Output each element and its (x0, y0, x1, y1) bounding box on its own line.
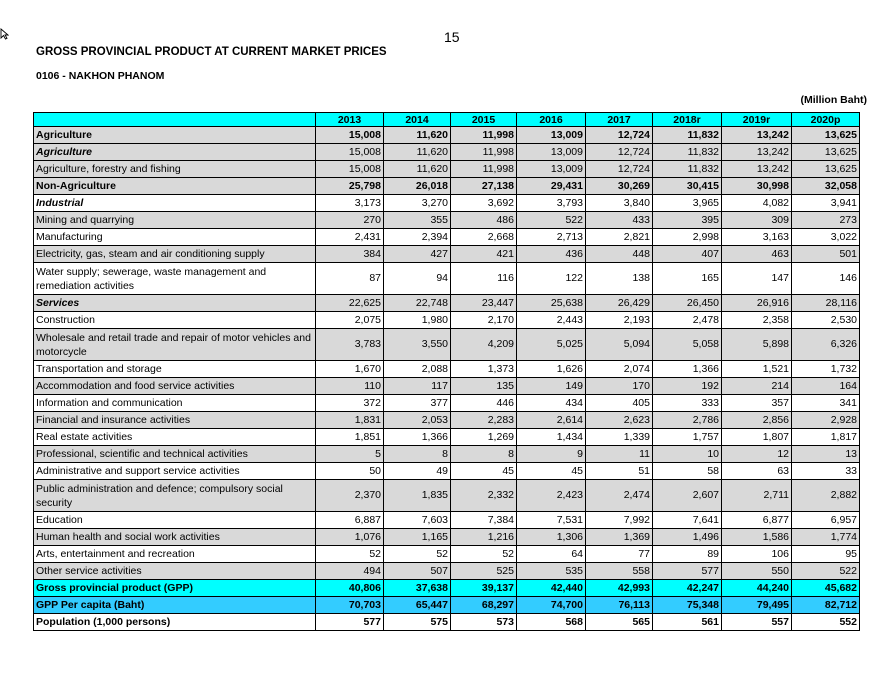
value-cell: 42,440 (517, 580, 586, 597)
value-cell: 13,242 (722, 127, 792, 144)
value-cell: 15,008 (316, 161, 384, 178)
value-cell: 7,992 (586, 512, 653, 529)
value-cell: 170 (586, 378, 653, 395)
value-cell: 395 (653, 212, 722, 229)
table-row (34, 529, 860, 546)
value-cell: 13,625 (792, 161, 860, 178)
value-cell: 5 (316, 446, 384, 463)
value-cell: 486 (451, 212, 517, 229)
row-label: Transportation and storage (34, 361, 316, 378)
row-label: Construction (34, 312, 316, 329)
value-cell: 11,998 (451, 127, 517, 144)
value-cell: 568 (517, 614, 586, 631)
value-cell: 1,373 (451, 361, 517, 378)
value-cell: 25,798 (316, 178, 384, 195)
row-label: Wholesale and retail trade and repair of motor vehicles and motorcycle (34, 329, 316, 361)
table-row (34, 429, 860, 446)
value-cell: 15,008 (316, 144, 384, 161)
value-cell: 550 (722, 563, 792, 580)
value-cell: 2,623 (586, 412, 653, 429)
value-cell: 407 (653, 246, 722, 263)
value-cell: 1,851 (316, 429, 384, 446)
value-cell: 9 (517, 446, 586, 463)
row-label: GPP Per capita (Baht) (34, 597, 316, 614)
value-cell: 6,957 (792, 512, 860, 529)
value-cell: 2,074 (586, 361, 653, 378)
value-cell: 4,082 (722, 195, 792, 212)
value-cell: 52 (316, 546, 384, 563)
value-cell: 2,431 (316, 229, 384, 246)
value-cell: 12 (722, 446, 792, 463)
table-row (34, 212, 860, 229)
value-cell: 2,928 (792, 412, 860, 429)
value-cell: 1,817 (792, 429, 860, 446)
value-cell: 13,625 (792, 144, 860, 161)
table-row (34, 597, 860, 614)
value-cell: 3,270 (384, 195, 451, 212)
value-cell: 4,209 (451, 329, 517, 361)
table-row (34, 480, 860, 512)
value-cell: 1,586 (722, 529, 792, 546)
value-cell: 214 (722, 378, 792, 395)
table-row (34, 263, 860, 295)
row-label: Gross provincial product (GPP) (34, 580, 316, 597)
value-cell: 558 (586, 563, 653, 580)
value-cell: 42,993 (586, 580, 653, 597)
value-cell: 2,607 (653, 480, 722, 512)
value-cell: 2,088 (384, 361, 451, 378)
value-cell: 192 (653, 378, 722, 395)
row-label: Financial and insurance activities (34, 412, 316, 429)
value-cell: 11,620 (384, 144, 451, 161)
value-cell: 82,712 (792, 597, 860, 614)
value-cell: 13,009 (517, 161, 586, 178)
value-cell: 149 (517, 378, 586, 395)
value-cell: 30,415 (653, 178, 722, 195)
value-cell: 2,358 (722, 312, 792, 329)
table-row (34, 580, 860, 597)
year-header: 2014 (384, 113, 451, 127)
value-cell: 3,793 (517, 195, 586, 212)
row-label: Real estate activities (34, 429, 316, 446)
value-cell: 565 (586, 614, 653, 631)
value-cell: 357 (722, 395, 792, 412)
value-cell: 23,447 (451, 295, 517, 312)
value-cell: 10 (653, 446, 722, 463)
row-label: Information and communication (34, 395, 316, 412)
value-cell: 333 (653, 395, 722, 412)
value-cell: 2,370 (316, 480, 384, 512)
table-row (34, 295, 860, 312)
year-header: 2020p (792, 113, 860, 127)
value-cell: 52 (451, 546, 517, 563)
value-cell: 76,113 (586, 597, 653, 614)
table-row (34, 546, 860, 563)
value-cell: 135 (451, 378, 517, 395)
table-row (34, 246, 860, 263)
value-cell: 30,998 (722, 178, 792, 195)
table-row (34, 195, 860, 212)
value-cell: 5,094 (586, 329, 653, 361)
row-label: Human health and social work activities (34, 529, 316, 546)
value-cell: 463 (722, 246, 792, 263)
value-cell: 1,496 (653, 529, 722, 546)
value-cell: 434 (517, 395, 586, 412)
value-cell: 577 (316, 614, 384, 631)
table-row (34, 412, 860, 429)
value-cell: 7,603 (384, 512, 451, 529)
value-cell: 552 (792, 614, 860, 631)
value-cell: 27,138 (451, 178, 517, 195)
value-cell: 2,332 (451, 480, 517, 512)
row-label: Industrial (34, 195, 316, 212)
value-cell: 3,840 (586, 195, 653, 212)
value-cell: 535 (517, 563, 586, 580)
value-cell: 13 (792, 446, 860, 463)
value-cell: 522 (517, 212, 586, 229)
value-cell: 74,700 (517, 597, 586, 614)
value-cell: 2,075 (316, 312, 384, 329)
value-cell: 1,339 (586, 429, 653, 446)
value-cell: 341 (792, 395, 860, 412)
value-cell: 2,614 (517, 412, 586, 429)
value-cell: 110 (316, 378, 384, 395)
value-cell: 8 (451, 446, 517, 463)
row-label: Electricity, gas, steam and air conditioning supply (34, 246, 316, 263)
value-cell: 11,998 (451, 161, 517, 178)
value-cell: 49 (384, 463, 451, 480)
value-cell: 1,076 (316, 529, 384, 546)
value-cell: 75,348 (653, 597, 722, 614)
value-cell: 2,668 (451, 229, 517, 246)
value-cell: 6,326 (792, 329, 860, 361)
year-header: 2015 (451, 113, 517, 127)
row-label: Education (34, 512, 316, 529)
value-cell: 13,009 (517, 127, 586, 144)
table-row (34, 127, 860, 144)
value-cell: 87 (316, 263, 384, 295)
value-cell: 309 (722, 212, 792, 229)
value-cell: 3,022 (792, 229, 860, 246)
year-header: 2016 (517, 113, 586, 127)
row-label: Arts, entertainment and recreation (34, 546, 316, 563)
value-cell: 575 (384, 614, 451, 631)
table-row (34, 312, 860, 329)
row-label: Population (1,000 persons) (34, 614, 316, 631)
row-label: Accommodation and food service activities (34, 378, 316, 395)
value-cell: 11,620 (384, 161, 451, 178)
table-row (34, 229, 860, 246)
value-cell: 2,786 (653, 412, 722, 429)
value-cell: 1,521 (722, 361, 792, 378)
value-cell: 573 (451, 614, 517, 631)
value-cell: 3,163 (722, 229, 792, 246)
table-row (34, 463, 860, 480)
value-cell: 45,682 (792, 580, 860, 597)
value-cell: 64 (517, 546, 586, 563)
value-cell: 37,638 (384, 580, 451, 597)
value-cell: 1,732 (792, 361, 860, 378)
value-cell: 138 (586, 263, 653, 295)
value-cell: 1,366 (653, 361, 722, 378)
value-cell: 58 (653, 463, 722, 480)
value-cell: 2,478 (653, 312, 722, 329)
row-label: Administrative and support service activities (34, 463, 316, 480)
value-cell: 494 (316, 563, 384, 580)
value-cell: 2,474 (586, 480, 653, 512)
value-cell: 6,887 (316, 512, 384, 529)
value-cell: 7,641 (653, 512, 722, 529)
table-row (34, 395, 860, 412)
value-cell: 89 (653, 546, 722, 563)
value-cell: 117 (384, 378, 451, 395)
value-cell: 1,269 (451, 429, 517, 446)
value-cell: 1,757 (653, 429, 722, 446)
value-cell: 11,832 (653, 127, 722, 144)
table-row (34, 563, 860, 580)
value-cell: 525 (451, 563, 517, 580)
row-label: Services (34, 295, 316, 312)
row-label: Mining and quarrying (34, 212, 316, 229)
value-cell: 557 (722, 614, 792, 631)
value-cell: 77 (586, 546, 653, 563)
value-cell: 2,711 (722, 480, 792, 512)
value-cell: 384 (316, 246, 384, 263)
row-label: Agriculture (34, 127, 316, 144)
value-cell: 1,807 (722, 429, 792, 446)
value-cell: 22,625 (316, 295, 384, 312)
value-cell: 1,369 (586, 529, 653, 546)
table-row (34, 178, 860, 195)
value-cell: 270 (316, 212, 384, 229)
value-cell: 372 (316, 395, 384, 412)
value-cell: 68,297 (451, 597, 517, 614)
table-row (34, 446, 860, 463)
value-cell: 2,998 (653, 229, 722, 246)
value-cell: 273 (792, 212, 860, 229)
value-cell: 11,832 (653, 144, 722, 161)
value-cell: 42,247 (653, 580, 722, 597)
value-cell: 1,434 (517, 429, 586, 446)
value-cell: 5,058 (653, 329, 722, 361)
value-cell: 2,882 (792, 480, 860, 512)
year-header: 2018r (653, 113, 722, 127)
value-cell: 146 (792, 263, 860, 295)
value-cell: 106 (722, 546, 792, 563)
value-cell: 2,856 (722, 412, 792, 429)
value-cell: 7,384 (451, 512, 517, 529)
row-label: Water supply; sewerage, waste management and remediation activities (34, 263, 316, 295)
value-cell: 405 (586, 395, 653, 412)
value-cell: 522 (792, 563, 860, 580)
value-cell: 12,724 (586, 127, 653, 144)
value-cell: 39,137 (451, 580, 517, 597)
value-cell: 446 (451, 395, 517, 412)
value-cell: 12,724 (586, 161, 653, 178)
value-cell: 2,283 (451, 412, 517, 429)
value-cell: 2,170 (451, 312, 517, 329)
value-cell: 3,941 (792, 195, 860, 212)
value-cell: 11,998 (451, 144, 517, 161)
row-label: Agriculture, forestry and fishing (34, 161, 316, 178)
value-cell: 2,053 (384, 412, 451, 429)
value-cell: 26,018 (384, 178, 451, 195)
value-cell: 577 (653, 563, 722, 580)
year-header: 2019r (722, 113, 792, 127)
value-cell: 116 (451, 263, 517, 295)
value-cell: 1,366 (384, 429, 451, 446)
value-cell: 421 (451, 246, 517, 263)
value-cell: 45 (451, 463, 517, 480)
unit-label: (Million Baht) (800, 94, 867, 106)
value-cell: 50 (316, 463, 384, 480)
value-cell: 3,692 (451, 195, 517, 212)
value-cell: 26,916 (722, 295, 792, 312)
value-cell: 1,306 (517, 529, 586, 546)
value-cell: 94 (384, 263, 451, 295)
value-cell: 2,193 (586, 312, 653, 329)
value-cell: 13,242 (722, 144, 792, 161)
value-cell: 3,550 (384, 329, 451, 361)
value-cell: 3,783 (316, 329, 384, 361)
value-cell: 22,748 (384, 295, 451, 312)
value-cell: 122 (517, 263, 586, 295)
value-cell: 164 (792, 378, 860, 395)
value-cell: 2,530 (792, 312, 860, 329)
value-cell: 2,423 (517, 480, 586, 512)
value-cell: 8 (384, 446, 451, 463)
value-cell: 26,450 (653, 295, 722, 312)
value-cell: 11 (586, 446, 653, 463)
value-cell: 33 (792, 463, 860, 480)
value-cell: 1,831 (316, 412, 384, 429)
row-label: Manufacturing (34, 229, 316, 246)
value-cell: 433 (586, 212, 653, 229)
value-cell: 1,670 (316, 361, 384, 378)
report-title: GROSS PROVINCIAL PRODUCT AT CURRENT MARKET PRICES (36, 46, 387, 58)
value-cell: 13,625 (792, 127, 860, 144)
table-row (34, 512, 860, 529)
row-label: Professional, scientific and technical activities (34, 446, 316, 463)
value-cell: 377 (384, 395, 451, 412)
value-cell: 5,898 (722, 329, 792, 361)
value-cell: 26,429 (586, 295, 653, 312)
value-cell: 147 (722, 263, 792, 295)
value-cell: 501 (792, 246, 860, 263)
value-cell: 3,173 (316, 195, 384, 212)
value-cell: 28,116 (792, 295, 860, 312)
value-cell: 79,495 (722, 597, 792, 614)
table-row (34, 144, 860, 161)
value-cell: 1,980 (384, 312, 451, 329)
value-cell: 45 (517, 463, 586, 480)
value-cell: 11,832 (653, 161, 722, 178)
year-header-row (34, 113, 860, 127)
gpp-table (33, 112, 860, 631)
value-cell: 507 (384, 563, 451, 580)
value-cell: 2,394 (384, 229, 451, 246)
row-label-header (34, 113, 316, 127)
table-row (34, 361, 860, 378)
value-cell: 436 (517, 246, 586, 263)
value-cell: 561 (653, 614, 722, 631)
value-cell: 1,626 (517, 361, 586, 378)
value-cell: 1,835 (384, 480, 451, 512)
value-cell: 25,638 (517, 295, 586, 312)
value-cell: 63 (722, 463, 792, 480)
value-cell: 1,774 (792, 529, 860, 546)
year-header: 2017 (586, 113, 653, 127)
value-cell: 11,620 (384, 127, 451, 144)
value-cell: 5,025 (517, 329, 586, 361)
row-label: Non-Agriculture (34, 178, 316, 195)
value-cell: 12,724 (586, 144, 653, 161)
value-cell: 355 (384, 212, 451, 229)
value-cell: 427 (384, 246, 451, 263)
value-cell: 448 (586, 246, 653, 263)
value-cell: 13,242 (722, 161, 792, 178)
value-cell: 44,240 (722, 580, 792, 597)
value-cell: 1,216 (451, 529, 517, 546)
value-cell: 30,269 (586, 178, 653, 195)
value-cell: 3,965 (653, 195, 722, 212)
value-cell: 95 (792, 546, 860, 563)
value-cell: 13,009 (517, 144, 586, 161)
province-subtitle: 0106 - NAKHON PHANOM (36, 70, 165, 82)
page-number: 15 (444, 29, 460, 45)
value-cell: 65,447 (384, 597, 451, 614)
value-cell: 29,431 (517, 178, 586, 195)
row-label: Agriculture (34, 144, 316, 161)
value-cell: 15,008 (316, 127, 384, 144)
mouse-cursor-icon (0, 28, 9, 40)
row-label: Other service activities (34, 563, 316, 580)
value-cell: 52 (384, 546, 451, 563)
value-cell: 1,165 (384, 529, 451, 546)
table-row (34, 329, 860, 361)
year-header: 2013 (316, 113, 384, 127)
value-cell: 40,806 (316, 580, 384, 597)
table-row (34, 614, 860, 631)
row-label: Public administration and defence; compulsory social security (34, 480, 316, 512)
value-cell: 7,531 (517, 512, 586, 529)
value-cell: 2,821 (586, 229, 653, 246)
table-row (34, 378, 860, 395)
value-cell: 2,443 (517, 312, 586, 329)
table-row (34, 161, 860, 178)
value-cell: 165 (653, 263, 722, 295)
value-cell: 6,877 (722, 512, 792, 529)
value-cell: 51 (586, 463, 653, 480)
value-cell: 70,703 (316, 597, 384, 614)
value-cell: 2,713 (517, 229, 586, 246)
value-cell: 32,058 (792, 178, 860, 195)
